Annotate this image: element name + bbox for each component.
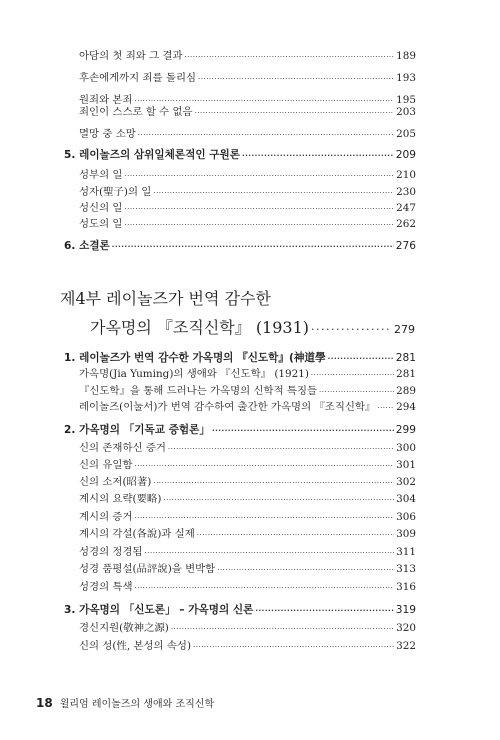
dot-leader bbox=[124, 172, 394, 180]
toc-section-page: 299 bbox=[395, 424, 416, 436]
toc-entry-page: 193 bbox=[396, 72, 416, 84]
dot-leader bbox=[138, 131, 394, 139]
dot-leader bbox=[377, 404, 394, 412]
toc-entry[interactable] bbox=[79, 69, 416, 84]
toc-section-title: 2. 가옥명의 「기독교 증험론」 bbox=[64, 424, 210, 436]
dot-leader bbox=[124, 205, 394, 213]
toc-entry[interactable] bbox=[79, 103, 416, 118]
part-heading-page: 279 bbox=[394, 323, 415, 336]
toc-entry[interactable] bbox=[79, 508, 416, 523]
toc-entry-page: 289 bbox=[396, 385, 416, 397]
toc-entry-title: 『신도학』을 통해 드러나는 가옥명의 신학적 특징들 bbox=[79, 385, 318, 397]
toc-entry-page: 195 bbox=[396, 94, 416, 106]
part-heading[interactable] bbox=[90, 315, 415, 338]
dot-leader bbox=[168, 445, 394, 453]
toc-section-heading[interactable] bbox=[64, 147, 416, 162]
toc-entry-title: 레이놀즈(이눌서)가 번역 감수하여 출간한 가옥명의 『조직신학』 bbox=[79, 401, 376, 413]
toc-entry-page: 316 bbox=[396, 581, 416, 593]
toc-entry-title: 신의 존재하신 증거 bbox=[79, 442, 166, 454]
toc-entry-page: 311 bbox=[396, 546, 416, 558]
toc-entry[interactable] bbox=[79, 215, 416, 230]
toc-entry-page: 306 bbox=[396, 511, 416, 523]
toc-entry-page: 322 bbox=[396, 640, 416, 652]
toc-entry-title: 계시의 요략(要略) bbox=[79, 493, 162, 505]
toc-entry-title: 성부의 일 bbox=[79, 169, 123, 181]
toc-entry-title: 경신지원(敬神之源) bbox=[79, 622, 169, 634]
toc-entry-title: 계시의 각설(各說)과 실제 bbox=[79, 528, 195, 540]
toc-entry-title: 성경의 정경됨 bbox=[79, 546, 143, 558]
dot-leader bbox=[185, 53, 395, 61]
toc-section-heading[interactable] bbox=[64, 602, 416, 617]
toc-entry-title: 계시의 증거 bbox=[79, 511, 133, 523]
part-heading-line1: 제4부 레이놀즈가 번역 감수한 bbox=[60, 289, 271, 308]
toc-entry-page: 309 bbox=[396, 528, 416, 540]
toc-entry[interactable] bbox=[79, 560, 416, 575]
toc-entry-title: 신의 소저(昭著) bbox=[79, 476, 152, 488]
toc-entry[interactable] bbox=[79, 525, 416, 540]
toc-entry-title: 가옥명(Jia Yuming)의 생애와 『신도학』 (1921) bbox=[79, 368, 309, 380]
toc-section-title: 1. 레이놀즈가 번역 감수한 가옥명의 『신도학』(神道學 bbox=[64, 352, 326, 364]
dot-leader bbox=[198, 75, 394, 83]
toc-entry-title: 성경 품평설(品評說)을 변박함 bbox=[79, 563, 216, 575]
toc-entry-page: 230 bbox=[396, 186, 416, 198]
toc-section-title: 5. 레이놀즈의 삼위일체론적인 구원론 bbox=[64, 149, 240, 161]
dot-leader bbox=[328, 355, 394, 363]
toc-entry[interactable] bbox=[79, 382, 416, 397]
dot-leader bbox=[197, 531, 394, 539]
dot-leader bbox=[135, 462, 395, 470]
toc-section-page: 319 bbox=[395, 604, 416, 616]
dot-leader bbox=[135, 514, 395, 522]
dot-leader bbox=[217, 566, 394, 574]
dot-leader bbox=[212, 427, 394, 435]
toc-section-page: 281 bbox=[395, 352, 416, 364]
toc-entry[interactable] bbox=[79, 490, 416, 505]
dot-leader bbox=[193, 643, 394, 651]
part-heading-line2: 가옥명의 『조직신학』 (1931) bbox=[90, 318, 310, 337]
running-title: 윌리엄 레이놀즈의 생애와 조직신학 bbox=[59, 699, 215, 710]
dot-leader bbox=[195, 109, 395, 117]
toc-entry-title: 성도의 일 bbox=[79, 218, 123, 230]
toc-section-page: 276 bbox=[395, 240, 416, 252]
toc-entry[interactable] bbox=[79, 183, 416, 198]
toc-entry-page: 294 bbox=[396, 401, 416, 413]
dot-leader bbox=[163, 496, 394, 504]
toc-entry[interactable] bbox=[79, 125, 416, 140]
toc-section-heading[interactable] bbox=[64, 422, 416, 437]
page-number: 18 bbox=[36, 696, 53, 710]
toc-entry-title: 성경의 특색 bbox=[79, 581, 133, 593]
toc-entry[interactable] bbox=[79, 47, 416, 62]
dot-leader bbox=[124, 221, 394, 229]
toc-entry-page: 301 bbox=[396, 459, 416, 471]
toc-entry-page: 205 bbox=[396, 128, 416, 140]
toc-entry-page: 313 bbox=[396, 563, 416, 575]
toc-entry-title: 죄인이 스스로 할 수 없음 bbox=[79, 106, 193, 118]
toc-entry-title: 성신의 일 bbox=[79, 202, 123, 214]
toc-entry[interactable] bbox=[79, 439, 416, 454]
toc-entry[interactable] bbox=[79, 637, 416, 652]
dot-leader bbox=[145, 549, 395, 557]
dot-leader bbox=[171, 625, 394, 633]
toc-entry[interactable] bbox=[79, 456, 416, 471]
toc-entry-page: 247 bbox=[396, 202, 416, 214]
toc-entry[interactable] bbox=[79, 398, 416, 413]
toc-entry[interactable] bbox=[79, 166, 416, 181]
toc-entry-title: 신의 성(性, 본성의 속성) bbox=[79, 640, 192, 652]
dot-leader bbox=[153, 479, 394, 487]
dot-leader bbox=[153, 189, 394, 197]
toc-entry-page: 189 bbox=[396, 50, 416, 62]
dot-leader bbox=[135, 584, 395, 592]
dot-leader bbox=[112, 243, 394, 251]
toc-entry-title: 신의 유일함 bbox=[79, 459, 133, 471]
toc-entry-page: 281 bbox=[396, 368, 416, 380]
toc-entry-title: 멸망 중 소망 bbox=[79, 128, 136, 140]
dot-leader bbox=[311, 371, 394, 379]
toc-entry[interactable] bbox=[79, 578, 416, 593]
toc-section-page: 209 bbox=[395, 149, 416, 161]
toc-section-title: 6. 소결론 bbox=[64, 240, 110, 252]
toc-entry-title: 원죄와 본죄 bbox=[79, 94, 133, 106]
toc-entry[interactable] bbox=[79, 365, 416, 380]
toc-entry-title: 성자(聖子)의 일 bbox=[79, 186, 152, 198]
toc-section-heading[interactable] bbox=[64, 350, 416, 365]
toc-entry-page: 262 bbox=[396, 218, 416, 230]
toc-entry-page: 302 bbox=[396, 476, 416, 488]
toc-entry-page: 203 bbox=[396, 106, 416, 118]
toc-entry-page: 320 bbox=[396, 622, 416, 634]
page-footer bbox=[36, 695, 214, 710]
toc-entry[interactable] bbox=[79, 473, 416, 488]
toc-section-heading[interactable] bbox=[64, 238, 416, 253]
dot-leader bbox=[255, 607, 393, 615]
toc-entry[interactable] bbox=[79, 619, 416, 634]
toc-entry-title: 아담의 첫 죄와 그 결과 bbox=[79, 50, 183, 62]
toc-entry-page: 300 bbox=[396, 442, 416, 454]
toc-entry-page: 304 bbox=[396, 493, 416, 505]
dot-leader bbox=[311, 323, 392, 336]
toc-entry[interactable] bbox=[79, 543, 416, 558]
dot-leader bbox=[242, 152, 394, 160]
toc-entry-page: 210 bbox=[396, 169, 416, 181]
dot-leader bbox=[319, 388, 394, 396]
toc-section-title: 3. 가옥명의 「신도론」 – 가옥명의 신론 bbox=[64, 604, 254, 616]
toc-entry-title: 후손에게까지 죄를 돌리심 bbox=[79, 72, 197, 84]
toc-entry[interactable] bbox=[79, 199, 416, 214]
